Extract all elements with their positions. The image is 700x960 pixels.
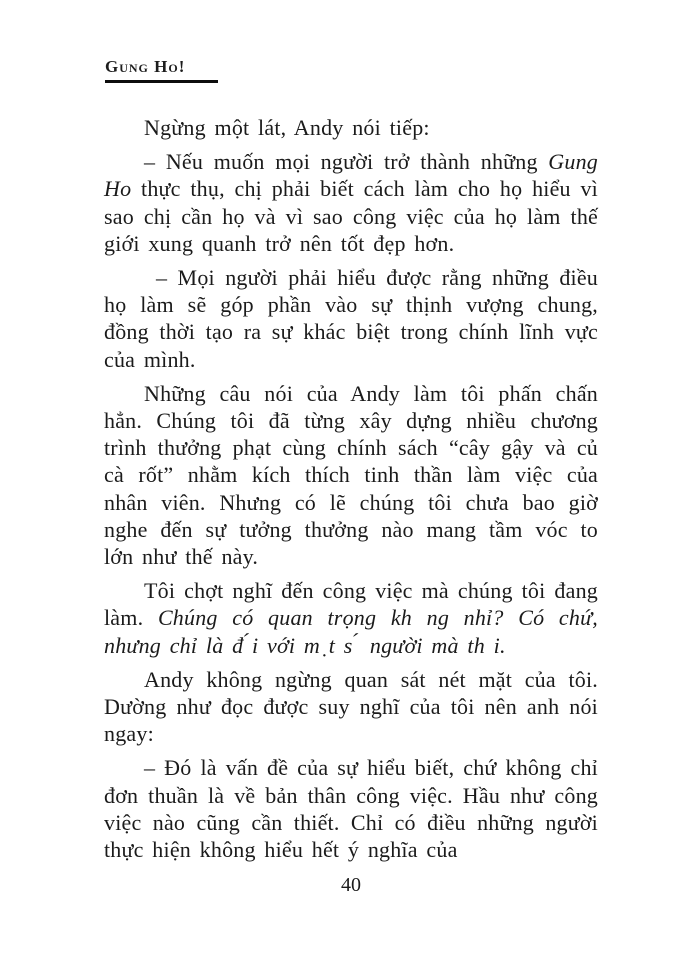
running-head-rule [105, 80, 218, 83]
paragraph-4-text: Những câu nói của Andy làm tôi phấn chấn hẳn. Chúng tôi đã từng xây dựng nhiều chương trình thưởng phạt cùng chính sách “cây gậy và củ cà rốt” nhằm kích thích tinh thần làm việc của nhân viên. Nhưng có lẽ chúng tôi chưa bao giờ nghe đến sự tưởng thưởng nào mang tầm vóc to lớn như thế này. [104, 380, 598, 570]
paragraph-6-text: Andy không ngừng quan sát nét mặt của tôi. Dường như đọc được suy nghĩ của tôi nên anh nói ngay: [104, 666, 598, 747]
paragraph-3-text: – Mọi người phải hiểu được rằng những điều họ làm sẽ góp phần vào sự thịnh vượng chung, đồng thời tạo ra sự khác biệt trong chính lĩnh vực của mình. [104, 265, 598, 372]
paragraph-2 [104, 148, 598, 257]
paragraph-5 [104, 577, 598, 659]
book-title-italic: Gung Ho [104, 149, 598, 202]
paragraph-1-text: Ngừng một lát, Andy nói tiếp: [144, 115, 430, 140]
paragraph-4 [104, 380, 598, 570]
paragraph-3 [104, 264, 598, 373]
inner-thought-italic: Chúng có quan trọng kh ng nhỉ? Có chứ, nhưng chỉ là đ ́i với m ̣t s ́ người mà th i. [104, 605, 598, 658]
paragraph-2-text-cont: thực thụ, chị phải biết cách làm cho họ hiểu vì sao chị cần họ và vì sao công việc của họ làm thế giới xung quanh trở nên tốt đẹp hơn. [104, 176, 598, 256]
paragraph-2-text: – Nếu muốn mọi người trở thành những [144, 149, 549, 175]
running-head-title: Gung Ho! [105, 57, 186, 76]
paragraph-7-text: – Đó là vấn đề của sự hiểu biết, chứ không chỉ đơn thuần là về bản thân công việc. Hầu như công việc nào cũng cần thiết. Chỉ có điều những người thực hiện không hiểu hết ý nghĩa của [104, 755, 598, 863]
text-block [104, 114, 598, 870]
page-number: 40 [341, 874, 361, 896]
paragraph-1 [104, 114, 598, 141]
paragraph-5-text: Tôi chợt nghĩ đến công việc mà chúng tôi đang làm. [104, 578, 598, 631]
paragraph-6 [104, 666, 598, 748]
running-head [105, 57, 218, 83]
paragraph-7 [104, 754, 598, 863]
